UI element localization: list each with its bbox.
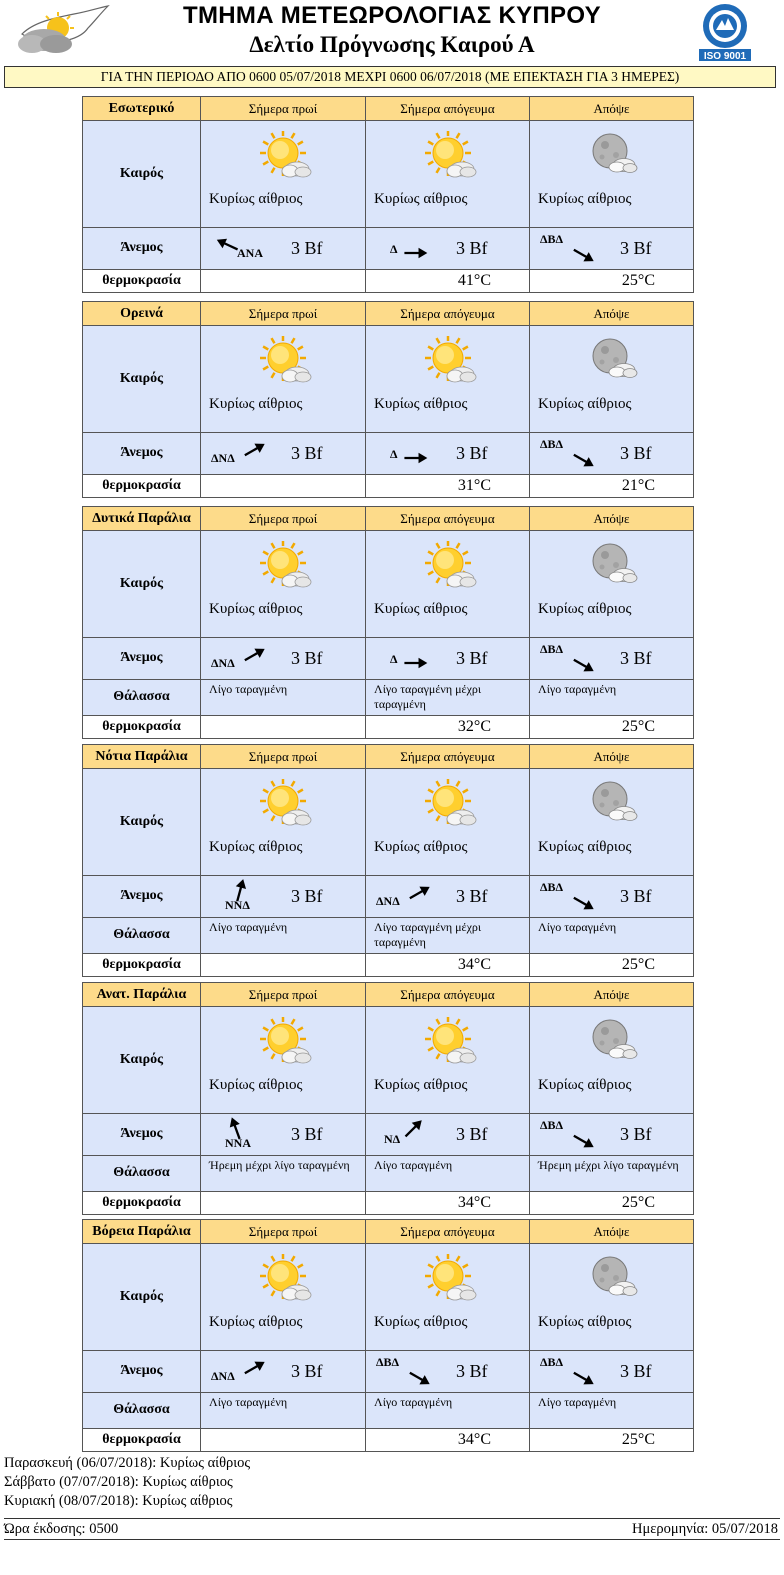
wind-arrow-icon <box>568 1363 598 1392</box>
weather-row-label: Καιρός <box>119 1289 164 1304</box>
temperature-cell <box>529 716 693 738</box>
temperature-value: 34°C <box>457 1194 491 1211</box>
weather-row-label: Καιρός <box>119 1052 164 1067</box>
wind-cell <box>365 876 529 917</box>
weather-cell <box>200 1244 365 1350</box>
wind-arrow-icon <box>568 240 598 269</box>
weather-cell <box>200 326 365 432</box>
temperature-row <box>83 1429 693 1451</box>
wind-strength: 3 Bf <box>456 1124 488 1144</box>
wind-direction: ΑΝΑ <box>237 246 263 260</box>
wind-row <box>83 1351 693 1393</box>
temperature-row-label: θερμοκρασία <box>102 478 181 493</box>
temperature-row <box>83 954 693 976</box>
wind-arrow-icon <box>568 888 598 917</box>
sea-row <box>83 918 693 954</box>
department-title: ΤΜΗΜΑ ΜΕΤΕΩΡΟΛΟΓΙΑΣ ΚΥΠΡΟΥ <box>183 2 601 29</box>
period-tonight: Απόψε <box>529 745 693 768</box>
sea-state: Λίγο ταραγμένη <box>200 1393 365 1428</box>
weather-description: Κυρίως αίθριος <box>374 839 468 855</box>
temperature-cell <box>200 475 365 497</box>
temperature-row <box>83 716 693 738</box>
period-afternoon: Σήμερα απόγευμα <box>365 745 529 768</box>
weather-cell <box>365 1007 529 1113</box>
period-morning: Σήμερα πρωί <box>200 97 365 120</box>
sea-state: Λίγο ταραγμένη μέχρι ταραγμένη <box>365 918 529 953</box>
temperature-row-label: θερμοκρασία <box>102 957 181 972</box>
period-afternoon: Σήμερα απόγευμα <box>365 302 529 325</box>
wind-cell <box>529 638 693 679</box>
wind-row <box>83 433 693 475</box>
weather-description: Κυρίως αίθριος <box>538 1077 632 1093</box>
page-header <box>0 0 784 64</box>
sun-cloud-icon <box>422 779 480 831</box>
temperature-value: 25°C <box>621 1431 655 1448</box>
wind-row-label: Άνεμος <box>120 1126 163 1141</box>
temperature-value: 25°C <box>621 956 655 973</box>
temperature-cell <box>200 270 365 292</box>
wind-arrow-icon <box>568 445 598 474</box>
sun-cloud-icon <box>257 1254 315 1306</box>
period-morning: Σήμερα πρωί <box>200 745 365 768</box>
table-header-row <box>83 97 693 121</box>
weather-row <box>83 769 693 876</box>
temperature-cell <box>200 954 365 976</box>
weather-description: Κυρίως αίθριος <box>374 191 468 207</box>
period-tonight: Απόψε <box>529 97 693 120</box>
period-morning: Σήμερα πρωί <box>200 1220 365 1243</box>
weather-row-label: Καιρός <box>119 576 164 591</box>
weather-description: Κυρίως αίθριος <box>538 601 632 617</box>
temperature-value: 32°C <box>457 718 491 735</box>
wind-row <box>83 1114 693 1156</box>
temperature-value: 25°C <box>621 272 655 289</box>
sea-state: Λίγο ταραγμένη <box>200 680 365 715</box>
wind-cell <box>529 228 693 269</box>
wind-cell <box>365 1114 529 1155</box>
sea-state: Λίγο ταραγμένη μέχρι ταραγμένη <box>365 680 529 715</box>
wind-row-label: Άνεμος <box>120 1363 163 1378</box>
wind-direction: ΔΒΔ <box>540 880 564 894</box>
wind-direction: ΔΒΔ <box>540 642 564 656</box>
wind-cell <box>200 433 365 474</box>
extended-forecast-day: Παρασκευή (06/07/2018): Κυρίως αίθριος <box>4 1455 251 1471</box>
wind-strength: 3 Bf <box>620 1124 652 1144</box>
sea-state: Λίγο ταραγμένη <box>529 680 693 715</box>
wind-direction: Δ <box>390 242 398 256</box>
period-tonight: Απόψε <box>529 983 693 1006</box>
wind-strength: 3 Bf <box>291 886 323 906</box>
wind-strength: 3 Bf <box>620 886 652 906</box>
sun-cloud-icon <box>422 541 480 593</box>
wind-arrow-icon <box>225 876 255 906</box>
temperature-row-label: θερμοκρασία <box>102 1432 181 1447</box>
wind-cell <box>529 1351 693 1392</box>
temperature-row <box>83 270 693 292</box>
region-forecast-table <box>82 982 694 1215</box>
temperature-cell <box>365 475 529 497</box>
weather-cell <box>365 769 529 875</box>
region-forecast-table <box>82 1219 694 1452</box>
weather-cell <box>365 1244 529 1350</box>
sun-cloud-icon <box>422 1017 480 1069</box>
wind-row-label: Άνεμος <box>120 650 163 665</box>
wind-strength: 3 Bf <box>291 1361 323 1381</box>
weather-cell <box>200 769 365 875</box>
weather-description: Κυρίως αίθριος <box>209 1314 303 1330</box>
weather-row-label: Καιρός <box>119 814 164 829</box>
weather-cell <box>529 769 693 875</box>
temperature-value: 34°C <box>457 956 491 973</box>
period-afternoon: Σήμερα απόγευμα <box>365 507 529 530</box>
region-name: Νότια Παράλια <box>95 749 188 764</box>
extended-forecast-day: Σάββατο (07/07/2018): Κυρίως αίθριος <box>4 1474 233 1490</box>
weather-cell <box>529 121 693 227</box>
sea-state: Λίγο ταραγμένη <box>529 918 693 953</box>
wind-arrow-icon <box>568 1126 598 1155</box>
temperature-row <box>83 475 693 497</box>
wind-arrow-icon <box>239 435 269 465</box>
wind-arrow-icon <box>400 443 430 473</box>
sea-row <box>83 680 693 716</box>
temperature-cell <box>200 1429 365 1451</box>
sun-cloud-icon <box>422 131 480 183</box>
wind-arrow-icon <box>221 1114 251 1144</box>
temperature-value: 21°C <box>621 477 655 494</box>
moon-cloud-icon <box>586 131 644 183</box>
wind-cell <box>529 433 693 474</box>
wind-cell <box>365 228 529 269</box>
wind-row-label: Άνεμος <box>120 240 163 255</box>
temperature-cell <box>529 954 693 976</box>
weather-cell <box>365 121 529 227</box>
bulletin-title: Δελτίο Πρόγνωσης Καιρού Α <box>249 32 535 57</box>
sun-cloud-icon <box>257 336 315 388</box>
sea-row-label: Θάλασσα <box>113 689 170 704</box>
region-name: Δυτικά Παράλια <box>92 511 191 526</box>
wind-cell <box>365 1351 529 1392</box>
weather-row <box>83 1007 693 1114</box>
wind-cell <box>200 228 365 269</box>
weather-cell <box>529 1244 693 1350</box>
wind-arrow-icon <box>400 648 430 678</box>
sea-row <box>83 1156 693 1192</box>
wind-strength: 3 Bf <box>291 238 323 258</box>
sea-state: Λίγο ταραγμένη <box>529 1393 693 1428</box>
wind-direction: ΔΒΔ <box>540 437 564 451</box>
forecast-period: ΓΙΑ ΤΗΝ ΠΕΡΙΟΔΟ ΑΠΟ 0600 05/07/2018 ΜΕΧΡΙ 0600 06/07/2018 (ΜΕ ΕΠΕΚΤΑΣΗ ΓΙΑ 3 ΗΜΕΡΕΣ) <box>4 66 776 88</box>
wind-row-label: Άνεμος <box>120 888 163 903</box>
table-header-row <box>83 745 693 769</box>
weather-description: Κυρίως αίθριος <box>209 601 303 617</box>
table-header-row <box>83 507 693 531</box>
weather-cell <box>529 326 693 432</box>
region-name: Ανατ. Παράλια <box>96 987 187 1002</box>
wind-direction: ΔΒΔ <box>540 1118 564 1132</box>
table-header-row <box>83 983 693 1007</box>
wind-direction: ΝΝΔ <box>225 898 250 912</box>
sun-cloud-icon <box>257 131 315 183</box>
footer-bar <box>4 1518 780 1540</box>
weather-cell <box>200 531 365 637</box>
sea-row <box>83 1393 693 1429</box>
weather-description: Κυρίως αίθριος <box>538 191 632 207</box>
period-morning: Σήμερα πρωί <box>200 302 365 325</box>
temperature-value: 31°C <box>457 477 491 494</box>
wind-cell <box>200 876 365 917</box>
wind-strength: 3 Bf <box>456 648 488 668</box>
extended-forecast-day: Κυριακή (08/07/2018): Κυρίως αίθριος <box>4 1493 233 1509</box>
weather-row <box>83 1244 693 1351</box>
weather-row <box>83 121 693 228</box>
temperature-cell <box>529 1429 693 1451</box>
region-name: Βόρεια Παράλια <box>92 1224 191 1239</box>
wind-direction: ΔΝΔ <box>211 451 235 465</box>
temperature-cell <box>200 1192 365 1214</box>
issue-time: Ώρα έκδοσης: 0500 <box>4 1521 119 1537</box>
temperature-row <box>83 1192 693 1214</box>
table-header-row <box>83 302 693 326</box>
moon-cloud-icon <box>586 336 644 388</box>
wind-strength: 3 Bf <box>456 238 488 258</box>
wind-row <box>83 638 693 680</box>
wind-arrow-icon <box>213 230 243 260</box>
wind-strength: 3 Bf <box>291 443 323 463</box>
period-morning: Σήμερα πρωί <box>200 507 365 530</box>
wind-direction: ΔΝΔ <box>376 894 400 908</box>
temperature-cell <box>529 1192 693 1214</box>
region-forecast-table <box>82 301 694 498</box>
region-name: Ορεινά <box>120 306 163 321</box>
weather-row <box>83 326 693 433</box>
wind-direction: ΝΔ <box>384 1132 401 1146</box>
weather-description: Κυρίως αίθριος <box>209 839 303 855</box>
weather-description: Κυρίως αίθριος <box>538 1314 632 1330</box>
sea-state: Λίγο ταραγμένη <box>200 918 365 953</box>
temperature-value: 34°C <box>457 1431 491 1448</box>
period-morning: Σήμερα πρωί <box>200 983 365 1006</box>
weather-cell <box>200 121 365 227</box>
region-forecast-table <box>82 744 694 977</box>
weather-cell <box>529 1007 693 1113</box>
period-afternoon: Σήμερα απόγευμα <box>365 983 529 1006</box>
wind-cell <box>200 1351 365 1392</box>
temperature-cell <box>365 1192 529 1214</box>
wind-strength: 3 Bf <box>620 1361 652 1381</box>
sea-row-label: Θάλασσα <box>113 927 170 942</box>
wind-arrow-icon <box>398 1114 428 1144</box>
period-tonight: Απόψε <box>529 1220 693 1243</box>
temperature-cell <box>529 270 693 292</box>
weather-row-label: Καιρός <box>119 371 164 386</box>
weather-description: Κυρίως αίθριος <box>538 396 632 412</box>
weather-cell <box>200 1007 365 1113</box>
temperature-row-label: θερμοκρασία <box>102 273 181 288</box>
wind-cell <box>365 638 529 679</box>
sun-cloud-icon <box>257 779 315 831</box>
temperature-cell <box>365 954 529 976</box>
weather-cell <box>365 326 529 432</box>
weather-description: Κυρίως αίθριος <box>209 191 303 207</box>
sun-cloud-icon <box>257 1017 315 1069</box>
period-afternoon: Σήμερα απόγευμα <box>365 1220 529 1243</box>
sea-state: Λίγο ταραγμένη <box>365 1156 529 1191</box>
temperature-row-label: θερμοκρασία <box>102 1195 181 1210</box>
temperature-cell <box>529 475 693 497</box>
wind-arrow-icon <box>239 640 269 670</box>
weather-cell <box>365 531 529 637</box>
table-header-row <box>83 1220 693 1244</box>
wind-arrow-icon <box>404 1363 434 1392</box>
temperature-cell <box>365 716 529 738</box>
period-tonight: Απόψε <box>529 302 693 325</box>
region-forecast-table <box>82 506 694 739</box>
sea-state: Ήρεμη μέχρι λίγο ταραγμένη <box>200 1156 365 1191</box>
iso-certification-logo-icon <box>696 2 754 62</box>
temperature-cell <box>200 716 365 738</box>
moon-cloud-icon <box>586 1254 644 1306</box>
moon-cloud-icon <box>586 779 644 831</box>
moon-cloud-icon <box>586 541 644 593</box>
wind-direction: ΔΝΔ <box>211 656 235 670</box>
wind-row <box>83 876 693 918</box>
wind-direction: ΔΒΔ <box>540 1355 564 1369</box>
sea-row-label: Θάλασσα <box>113 1402 170 1417</box>
wind-strength: 3 Bf <box>456 886 488 906</box>
wind-direction: ΔΒΔ <box>376 1355 400 1369</box>
weather-description: Κυρίως αίθριος <box>374 1314 468 1330</box>
sea-state: Λίγο ταραγμένη <box>365 1393 529 1428</box>
wind-cell <box>200 638 365 679</box>
weather-description: Κυρίως αίθριος <box>209 396 303 412</box>
wind-direction: ΔΒΔ <box>540 232 564 246</box>
wind-row <box>83 228 693 270</box>
wind-strength: 3 Bf <box>456 1361 488 1381</box>
weather-cell <box>529 531 693 637</box>
wind-strength: 3 Bf <box>620 648 652 668</box>
wind-cell <box>365 433 529 474</box>
wind-direction: Δ <box>390 447 398 461</box>
sun-cloud-icon <box>257 541 315 593</box>
sea-row-label: Θάλασσα <box>113 1165 170 1180</box>
wind-direction: ΔΝΔ <box>211 1369 235 1383</box>
wind-arrow-icon <box>568 650 598 679</box>
weather-row-label: Καιρός <box>119 166 164 181</box>
wind-row-label: Άνεμος <box>120 445 163 460</box>
wind-direction: Δ <box>390 652 398 666</box>
wind-cell <box>200 1114 365 1155</box>
sea-state: Ήρεμη μέχρι λίγο ταραγμένη <box>529 1156 693 1191</box>
temperature-cell <box>365 1429 529 1451</box>
temperature-value: 41°C <box>457 272 491 289</box>
weather-description: Κυρίως αίθριος <box>374 396 468 412</box>
wind-strength: 3 Bf <box>291 1124 323 1144</box>
wind-arrow-icon <box>404 878 434 908</box>
wind-cell <box>529 876 693 917</box>
weather-row <box>83 531 693 638</box>
wind-direction: ΝΝΑ <box>225 1136 251 1150</box>
wind-cell <box>529 1114 693 1155</box>
weather-description: Κυρίως αίθριος <box>538 839 632 855</box>
moon-cloud-icon <box>586 1017 644 1069</box>
wind-strength: 3 Bf <box>620 443 652 463</box>
region-name: Εσωτερικό <box>108 101 175 116</box>
wind-strength: 3 Bf <box>291 648 323 668</box>
period-afternoon: Σήμερα απόγευμα <box>365 97 529 120</box>
iso-label: ISO 9001 <box>703 51 747 62</box>
wind-strength: 3 Bf <box>456 443 488 463</box>
sun-cloud-icon <box>422 1254 480 1306</box>
weather-description: Κυρίως αίθριος <box>209 1077 303 1093</box>
weather-description: Κυρίως αίθριος <box>374 1077 468 1093</box>
temperature-value: 25°C <box>621 1194 655 1211</box>
wind-arrow-icon <box>239 1353 269 1383</box>
sun-cloud-icon <box>422 336 480 388</box>
weather-description: Κυρίως αίθριος <box>374 601 468 617</box>
wind-arrow-icon <box>400 238 430 268</box>
period-tonight: Απόψε <box>529 507 693 530</box>
temperature-value: 25°C <box>621 718 655 735</box>
region-forecast-table <box>82 96 694 293</box>
temperature-row-label: θερμοκρασία <box>102 719 181 734</box>
issue-date: Ημερομηνία: 05/07/2018 <box>632 1521 778 1537</box>
temperature-cell <box>365 270 529 292</box>
wind-strength: 3 Bf <box>620 238 652 258</box>
